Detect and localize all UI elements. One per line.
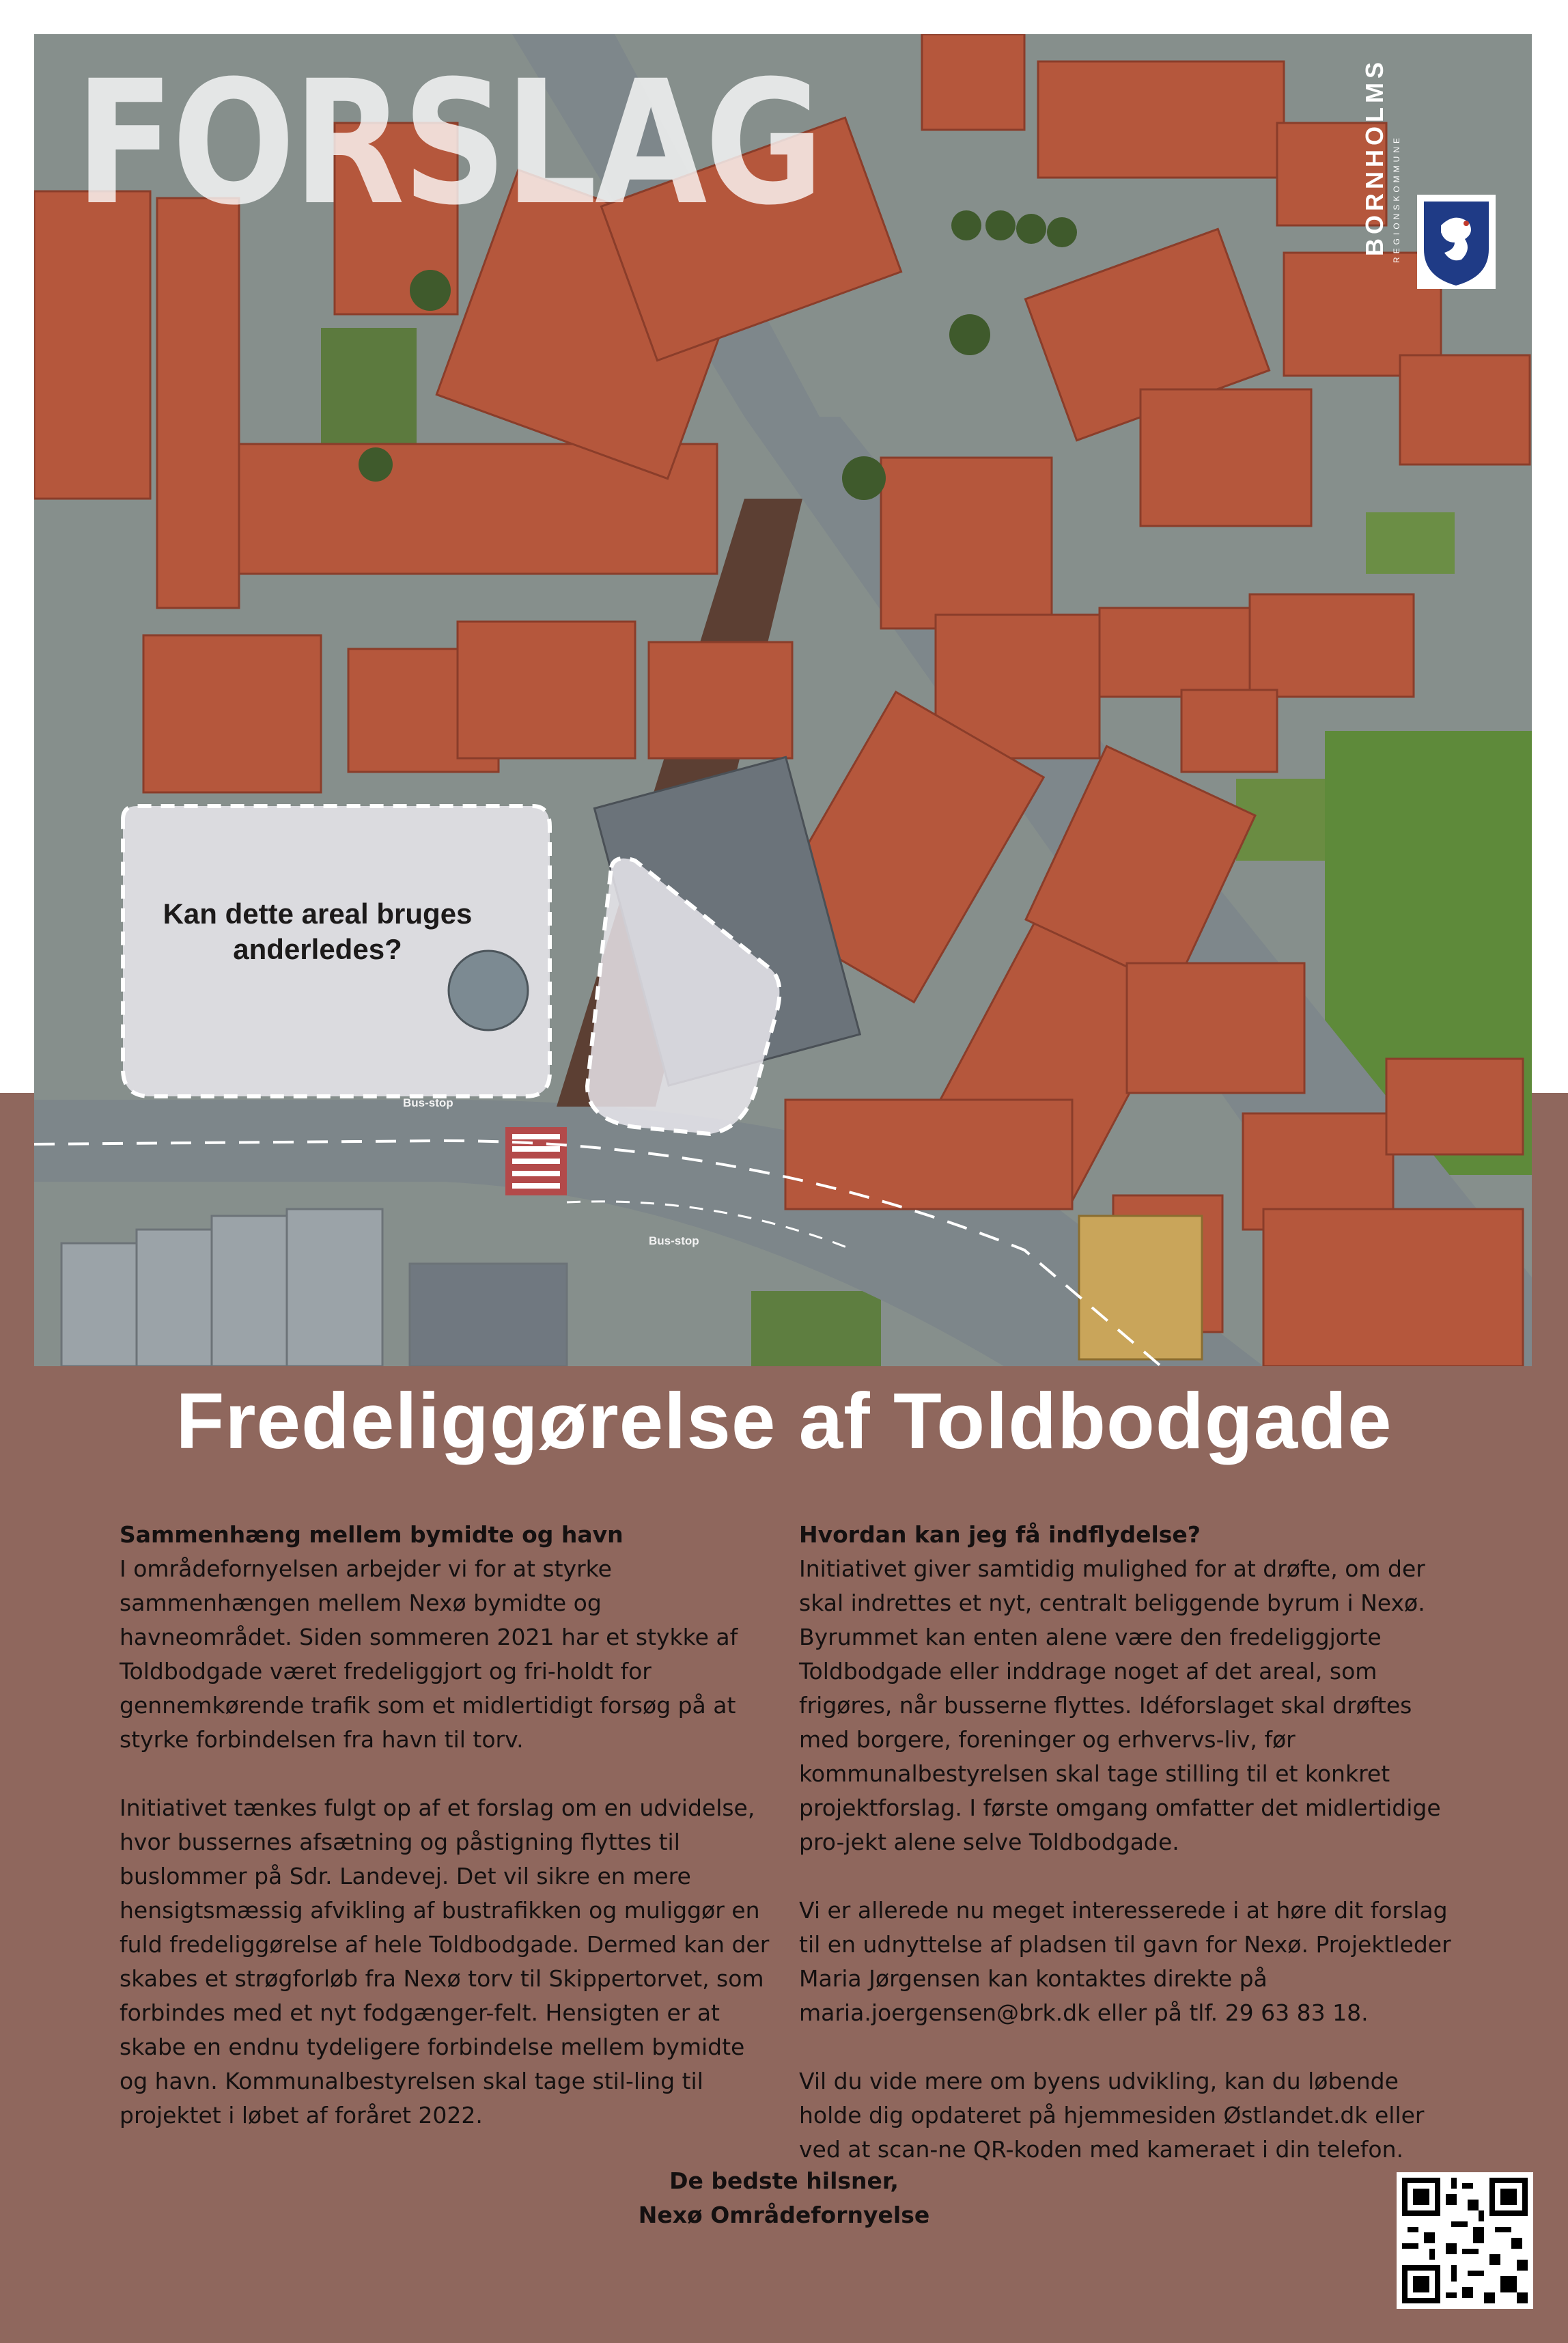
right-paragraph: Vi er allerede nu meget interesserede i at høre dit forslag til en udnyttelse af pladsen til gavn for Nexø. Projektleder Maria Jørgensen kan kontaktes direkte på maria.joergensen@brk.dk eller på tlf. 29 63 83 18.: [799, 1897, 1451, 2026]
bus-stop-label: Bus-stop: [403, 1096, 453, 1109]
left-paragraph: Initiativet tænkes fulgt op af et forslag om en udvidelse, hvor bussernes afsætning og påstigning flyttes til buslommer på Sdr. Landevej. Det vil sikre en mere hensigtsmæssig afvikling af bustrafikken og muliggør en fuld fredeliggørelse af hele Toldbodgade. Dermed kan der skabes et strøgforløb fra Nexø torv til Skippertorvet, som forbindes med et nyt fodgænger-felt. Hensigten er at skabe en endnu tydeligere forbindelse mellem bymidte og havn. Kommunalbestyrelsen skal tage stil-ling til projektet i løbet af foråret 2022.: [120, 1794, 770, 2129]
qr-code[interactable]: [1397, 2172, 1533, 2309]
bus-stop-label: Bus-stop: [649, 1234, 699, 1247]
signoff: [0, 2164, 1568, 2232]
right-column: [799, 1518, 1455, 2201]
bornholms-logo-text: BORNHOLMS: [1360, 58, 1388, 256]
page-title: Fredeliggørelse af Toldbodgade: [176, 1376, 1392, 1465]
left-paragraph: I områdefornyelsen arbejder vi for at styrke sammenhængen mellem Nexø bymidte og havneområdet. Siden sommeren 2021 har et stykke af Toldbodgade været fredeliggjort og fri-holdt for gennemkørende trafik som et midlertidigt forsøg på at styrke forbindelsen fra havn til torv.: [120, 1555, 738, 1753]
right-paragraph: Vil du vide mere om byens udvikling, kan du løbende holde dig opdateret på hjemmesiden Østlandet.dk eller ved at scan-ne QR-koden med kameraet i din telefon.: [799, 2068, 1425, 2163]
area-question-label: Kan dette areal bruges anderledes?: [163, 898, 473, 965]
aerial-photo: [34, 34, 1532, 1366]
right-heading: Hvordan kan jeg få indflydelse?: [799, 1521, 1201, 1548]
signoff-sender: Nexø Områdefornyelse: [638, 2202, 930, 2228]
crest-logo: [1417, 195, 1496, 289]
qr-code-pattern: [1397, 2172, 1533, 2309]
signoff-greeting: De bedste hilsner,: [669, 2167, 899, 2194]
forslag-stamp: FORSLAG: [75, 44, 822, 242]
regionskommune-logo-text: REGIONSKOMMUNE: [1392, 134, 1401, 263]
right-paragraph: Initiativet giver samtidig mulighed for at drøfte, om der skal indrettes et nyt, centralt beliggende byrum i Nexø. Byrummet kan enten alene være den fredeliggjorte Toldbodgade eller inddrage noget af det areal, som frigøres, når busserne flyttes. Idéforslaget skal drøftes med borgere, foreninger og erhvervs-liv, før kommunalbestyrelsen skal tage stilling til et konkret projektforslag. I første omgang omfatter det midlertidige pro-jekt alene selve Toldbodgade.: [799, 1555, 1441, 1855]
left-column: [120, 1518, 775, 2167]
left-heading: Sammenhæng mellem bymidte og havn: [120, 1521, 624, 1548]
pedestrian-crossing: [505, 1127, 567, 1195]
